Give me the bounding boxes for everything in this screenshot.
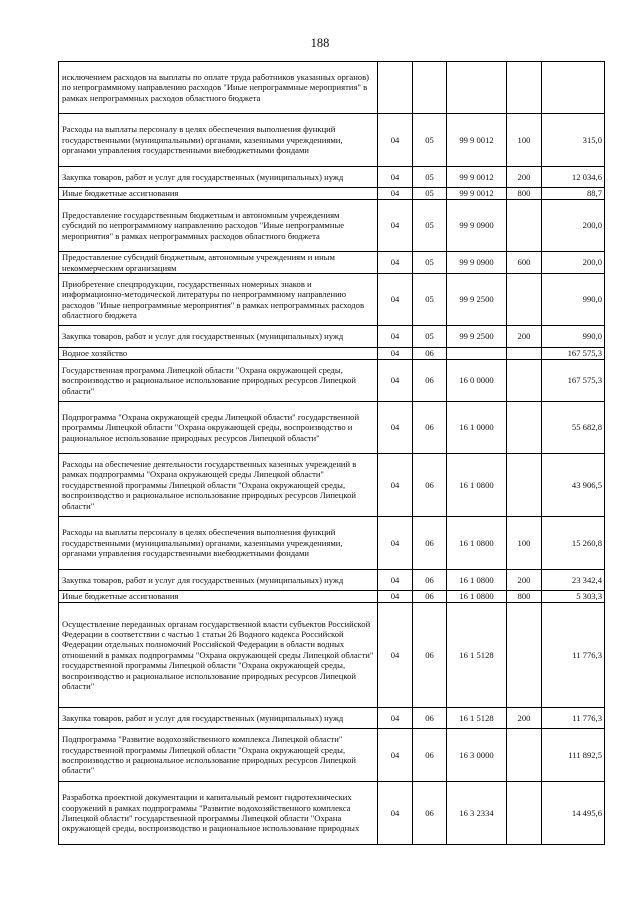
table-row: [59, 62, 605, 114]
table-row: [59, 188, 605, 200]
table-row: [59, 782, 605, 845]
row-section: 04: [378, 188, 413, 200]
row-expense-type: [507, 62, 542, 114]
row-section: 04: [378, 591, 413, 603]
row-amount: [542, 62, 605, 114]
row-target-article: 16 1 5128: [447, 603, 507, 708]
row-name: Подпрограмма "Охрана окружающей среды Липецкой области" государственной программы Липецкой области "Охрана окружающей среды, воспроизводство и рациональное использование природных ресурсов Липецкой области": [59, 402, 378, 454]
page-number: 188: [310, 36, 330, 50]
row-target-article: 99 9 0900: [447, 200, 507, 252]
row-amount: 990,0: [542, 326, 605, 348]
row-section: [378, 62, 413, 114]
row-target-article: 99 9 2500: [447, 274, 507, 326]
row-target-article: 99 9 0012: [447, 114, 507, 167]
table-row: [59, 326, 605, 348]
row-name: исключением расходов на выплаты по оплате труда работников указанных органов) по непрограммному направлению расходов "Иные непрограммные мероприятия" в рамках непрограммных расходов областного бюджета: [59, 62, 378, 114]
row-name: Расходы на выплаты персоналу в целях обеспечения выполнения функций государственными (муниципальными) органами, казенными учреждениями, органами управления государственными внебюджетными фондами: [59, 517, 378, 570]
row-name: Расходы на выплаты персоналу в целях обеспечения выполнения функций государственными (муниципальными) органами, казенными учреждениями, органами управления государственными внебюджетными фондами: [59, 114, 378, 167]
row-expense-type: [507, 454, 542, 517]
row-expense-type: [507, 402, 542, 454]
table-row: [59, 360, 605, 402]
row-subsection: 06: [413, 708, 447, 729]
row-target-article: 16 0 0000: [447, 360, 507, 402]
row-expense-type: [507, 348, 542, 360]
row-subsection: 06: [413, 729, 447, 782]
row-name: Иные бюджетные ассигнования: [59, 188, 378, 200]
row-subsection: 06: [413, 570, 447, 591]
row-expense-type: [507, 274, 542, 326]
row-section: 04: [378, 326, 413, 348]
row-target-article: 16 1 5128: [447, 708, 507, 729]
row-amount: 55 682,8: [542, 402, 605, 454]
row-amount: 11 776,3: [542, 603, 605, 708]
row-amount: 14 495,6: [542, 782, 605, 845]
row-expense-type: 800: [507, 591, 542, 603]
row-subsection: 05: [413, 252, 447, 274]
row-name: Государственная программа Липецкой области "Охрана окружающей среды, воспроизводство и рациональное использование природных ресурсов Липецкой области": [59, 360, 378, 402]
row-subsection: 06: [413, 348, 447, 360]
row-expense-type: 100: [507, 517, 542, 570]
row-name: Подпрограмма "Развитие водохозяйственного комплекса Липецкой области" государственной программы Липецкой области "Охрана окружающей среды, воспроизводство и рациональное использование природных ресурсов Липецкой области": [59, 729, 378, 782]
row-section: 04: [378, 570, 413, 591]
row-section: 04: [378, 603, 413, 708]
row-target-article: [447, 62, 507, 114]
row-subsection: 05: [413, 274, 447, 326]
row-target-article: 16 1 0800: [447, 454, 507, 517]
row-name: Расходы на обеспечение деятельности государственных казенных учреждений в рамках подпрограммы "Охрана окружающей среды Липецкой области" государственной программы Липецкой области "Охрана окружающей среды, воспроизводство и рациональное использование природных ресурсов Липецкой области": [59, 454, 378, 517]
row-amount: 43 906,5: [542, 454, 605, 517]
table-row: [59, 517, 605, 570]
row-subsection: 06: [413, 517, 447, 570]
row-target-article: 16 1 0800: [447, 591, 507, 603]
row-amount: 315,0: [542, 114, 605, 167]
row-section: 04: [378, 729, 413, 782]
row-name: Водное хозяйство: [59, 348, 378, 360]
budget-table-body: [59, 62, 605, 845]
row-amount: 200,0: [542, 200, 605, 252]
row-section: 04: [378, 274, 413, 326]
row-name: Предоставление государственным бюджетным и автономным учреждениям субсидий по непрограммному направлению расходов "Иные непрограммные мероприятия" в рамках непрограммных расходов областного бюджета: [59, 200, 378, 252]
table-row: [59, 591, 605, 603]
row-subsection: 05: [413, 200, 447, 252]
row-subsection: [413, 62, 447, 114]
row-expense-type: 200: [507, 708, 542, 729]
row-subsection: 05: [413, 326, 447, 348]
row-name: Закупка товаров, работ и услуг для государственных (муниципальных) нужд: [59, 570, 378, 591]
table-row: [59, 708, 605, 729]
row-amount: 5 303,3: [542, 591, 605, 603]
row-expense-type: 200: [507, 167, 542, 188]
row-amount: 111 892,5: [542, 729, 605, 782]
row-section: 04: [378, 454, 413, 517]
row-target-article: 16 3 2334: [447, 782, 507, 845]
row-expense-type: [507, 360, 542, 402]
row-section: 04: [378, 782, 413, 845]
row-expense-type: [507, 200, 542, 252]
row-section: 04: [378, 708, 413, 729]
row-amount: 23 342,4: [542, 570, 605, 591]
row-amount: 11 776,3: [542, 708, 605, 729]
row-expense-type: [507, 729, 542, 782]
row-expense-type: [507, 603, 542, 708]
row-name: Закупка товаров, работ и услуг для государственных (муниципальных) нужд: [59, 708, 378, 729]
row-amount: 12 034,6: [542, 167, 605, 188]
row-expense-type: 100: [507, 114, 542, 167]
row-subsection: 06: [413, 782, 447, 845]
table-row: [59, 402, 605, 454]
table-row: [59, 348, 605, 360]
row-amount: 200,0: [542, 252, 605, 274]
row-target-article: 99 9 2500: [447, 326, 507, 348]
row-section: 04: [378, 167, 413, 188]
row-name: Осуществление переданных органам государственной власти субъектов Российской Федерации в соответствии с частью 1 статьи 26 Водного кодекса Российской Федерации отдельных полномочий Российской Федерации в области водных отношений в рамках подпрограммы "Охрана окружающей среды Липецкой области" государственной программы Липецкой области "Охрана окружающей среды, воспроизводство и рациональное использование природных ресурсов Липецкой области": [59, 603, 378, 708]
row-section: 04: [378, 252, 413, 274]
row-section: 04: [378, 360, 413, 402]
row-target-article: 16 1 0000: [447, 402, 507, 454]
row-amount: 88,7: [542, 188, 605, 200]
row-subsection: 06: [413, 603, 447, 708]
row-subsection: 05: [413, 114, 447, 167]
row-section: 04: [378, 348, 413, 360]
row-subsection: 06: [413, 591, 447, 603]
row-target-article: 99 9 0900: [447, 252, 507, 274]
row-expense-type: [507, 782, 542, 845]
row-expense-type: 200: [507, 570, 542, 591]
row-amount: 167 575,3: [542, 348, 605, 360]
table-row: [59, 167, 605, 188]
row-target-article: [447, 348, 507, 360]
row-expense-type: 200: [507, 326, 542, 348]
row-name: Закупка товаров, работ и услуг для государственных (муниципальных) нужд: [59, 326, 378, 348]
row-section: 04: [378, 517, 413, 570]
table-row: [59, 603, 605, 708]
row-subsection: 06: [413, 360, 447, 402]
table-row: [59, 252, 605, 274]
table-row: [59, 729, 605, 782]
row-amount: 167 575,3: [542, 360, 605, 402]
row-amount: 15 260,8: [542, 517, 605, 570]
row-amount: 990,0: [542, 274, 605, 326]
row-name: Приобретение спецпродукции, государственных номерных знаков и информационно-методической литературы по непрограммному направлению расходов "Иные непрограммные мероприятия" в рамках непрограммных расходов областного бюджета: [59, 274, 378, 326]
row-subsection: 06: [413, 402, 447, 454]
table-row: [59, 200, 605, 252]
row-expense-type: 600: [507, 252, 542, 274]
table-row: [59, 114, 605, 167]
row-section: 04: [378, 200, 413, 252]
table-row: [59, 274, 605, 326]
row-name: Разработка проектной документации и капитальный ремонт гидротехнических сооружений в рамках подпрограммы "Развитие водохозяйственного комплекса Липецкой области" государственной программы Липецкой области "Охрана окружающей среды, воспроизводство и рациональное использование природных: [59, 782, 378, 845]
row-target-article: 99 9 0012: [447, 188, 507, 200]
row-target-article: 99 9 0012: [447, 167, 507, 188]
row-target-article: 16 1 0800: [447, 570, 507, 591]
row-section: 04: [378, 402, 413, 454]
table-row: [59, 570, 605, 591]
row-name: Предоставление субсидий бюджетным, автономным учреждениям и иным некоммерческим организациям: [59, 252, 378, 274]
row-target-article: 16 1 0800: [447, 517, 507, 570]
row-subsection: 05: [413, 188, 447, 200]
row-subsection: 05: [413, 167, 447, 188]
row-name: Иные бюджетные ассигнования: [59, 591, 378, 603]
row-subsection: 06: [413, 454, 447, 517]
row-section: 04: [378, 114, 413, 167]
budget-table: [58, 61, 605, 845]
row-expense-type: 800: [507, 188, 542, 200]
table-row: [59, 454, 605, 517]
row-name: Закупка товаров, работ и услуг для государственных (муниципальных) нужд: [59, 167, 378, 188]
row-target-article: 16 3 0000: [447, 729, 507, 782]
